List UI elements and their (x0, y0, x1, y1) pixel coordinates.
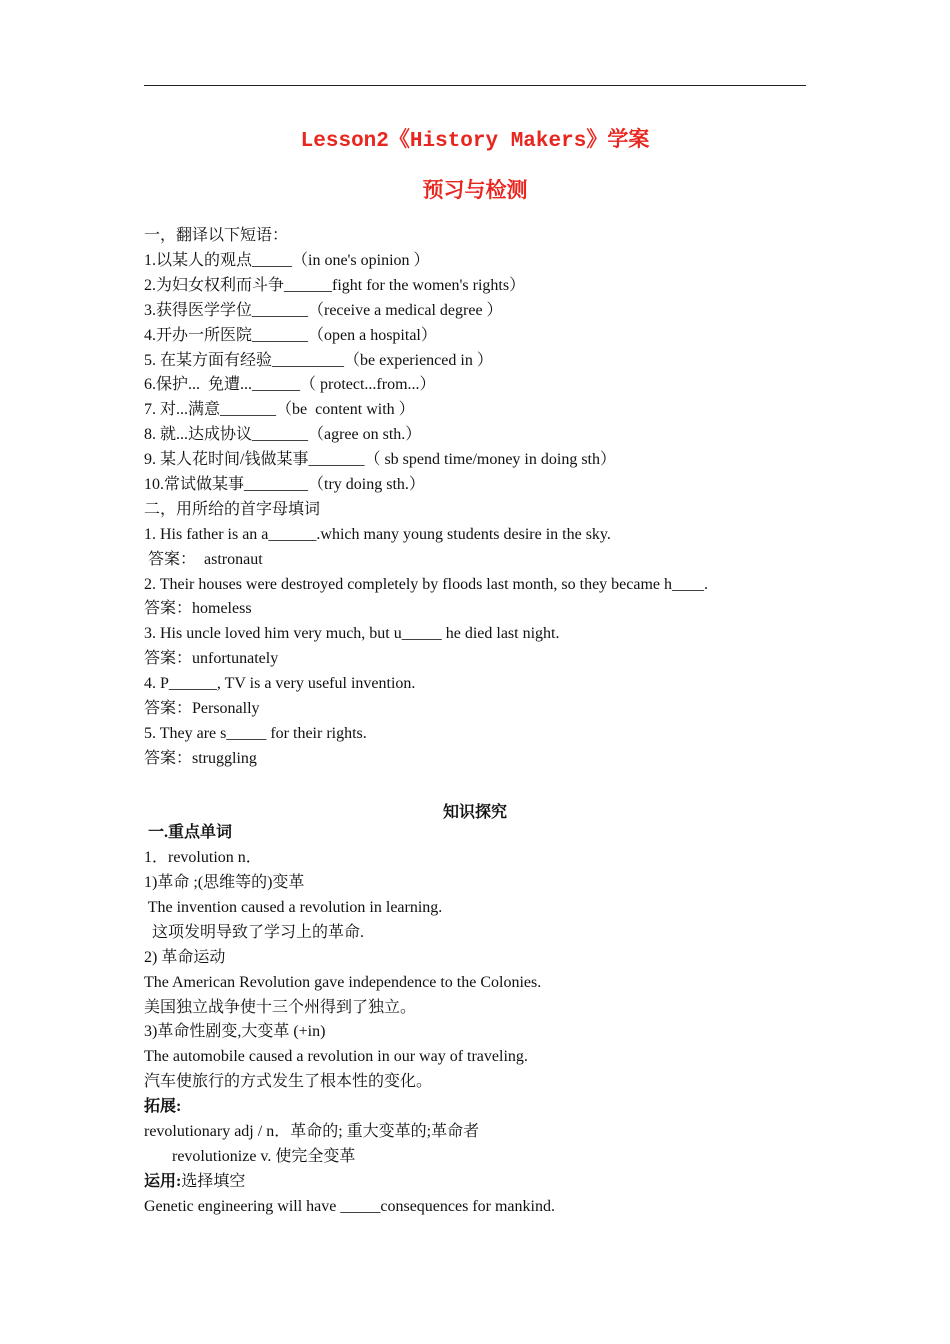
expand-line: revolutionize v. 使完全变革 (144, 1148, 356, 1165)
part2-question: 4. P______, TV is a very useful invention. (144, 675, 416, 692)
document-title: Lesson2《History Makers》学案 (300, 130, 650, 153)
use-label: 运用: (144, 1173, 182, 1190)
part2-heading: 二，用所给的首字母填词 (144, 501, 321, 518)
document-subtitle: 预习与检测 (422, 178, 528, 202)
part2-answer: 答案： astronaut (144, 551, 263, 568)
use-line (144, 1172, 245, 1192)
part2-question: 1. His father is an a______.which many young students desire in the sky. (144, 526, 611, 543)
knowledge-line: 这项发明导致了学习上的革命. (144, 924, 365, 941)
knowledge-line: The American Revolution gave independence to the Colonies. (144, 974, 542, 991)
knowledge-line: 美国独立战争使十三个州得到了独立。 (144, 999, 417, 1016)
part1-item: 6.保护... 免遭...______（ protect...from...） (144, 376, 436, 393)
part1-item: 5. 在某方面有经验_________（be experienced in ） (144, 352, 493, 369)
part2-question: 3. His uncle loved him very much, but u_____ he died last night. (144, 625, 560, 642)
part1-item: 1.以某人的观点_____（in one's opinion ） (144, 252, 430, 269)
part2-question: 5. They are s_____ for their rights. (144, 725, 367, 742)
part1-item: 4.开办一所医院_______（open a hospital） (144, 327, 437, 344)
part1-item: 7. 对...满意_______（be content with ） (144, 401, 415, 418)
knowledge-line: The automobile caused a revolution in our way of traveling. (144, 1048, 528, 1065)
header-rule (144, 85, 806, 86)
knowledge-line: 3)革命性剧变,大变革 (+in) (144, 1023, 326, 1040)
part1-item: 2.为妇女权利而斗争______fight for the women's rights） (144, 277, 526, 294)
section-heading: 一.重点单词 (144, 824, 233, 841)
knowledge-line: 汽车使旅行的方式发生了根本性的变化。 (144, 1073, 433, 1090)
knowledge-line: The invention caused a revolution in learning. (144, 899, 443, 916)
part1-item: 9. 某人花时间/钱做某事_______（ sb spend time/money in doing sth） (144, 451, 616, 468)
part2-answer: 答案：Personally (144, 700, 260, 717)
expand-label: 拓展: (144, 1098, 182, 1115)
part2-answer: 答案：struggling (144, 750, 257, 767)
knowledge-line: 1．revolution n． (144, 849, 262, 866)
part1-item: 3.获得医学学位_______（receive a medical degree ） (144, 302, 503, 319)
exercise-line: Genetic engineering will have _____consequences for mankind. (144, 1198, 555, 1215)
use-text: 选择填空 (181, 1173, 246, 1190)
part1-item: 10.常试做某事________（try doing sth.） (144, 476, 425, 493)
knowledge-line: 1)革命 ;(思维等的)变革 (144, 874, 305, 891)
knowledge-line: 2) 革命运动 (144, 949, 226, 966)
part1-heading: 一，翻译以下短语： (144, 227, 289, 244)
knowledge-heading: 知识探究 (442, 804, 507, 821)
part2-answer: 答案：unfortunately (144, 650, 279, 667)
part2-question: 2. Their houses were destroyed completely by floods last month, so they became h____. (144, 576, 709, 593)
part1-item: 8. 就...达成协议_______（agree on sth.） (144, 426, 422, 443)
expand-line: revolutionary adj / n．革命的; 重大变革的;革命者 (144, 1123, 480, 1140)
part2-answer: 答案：homeless (144, 600, 252, 617)
